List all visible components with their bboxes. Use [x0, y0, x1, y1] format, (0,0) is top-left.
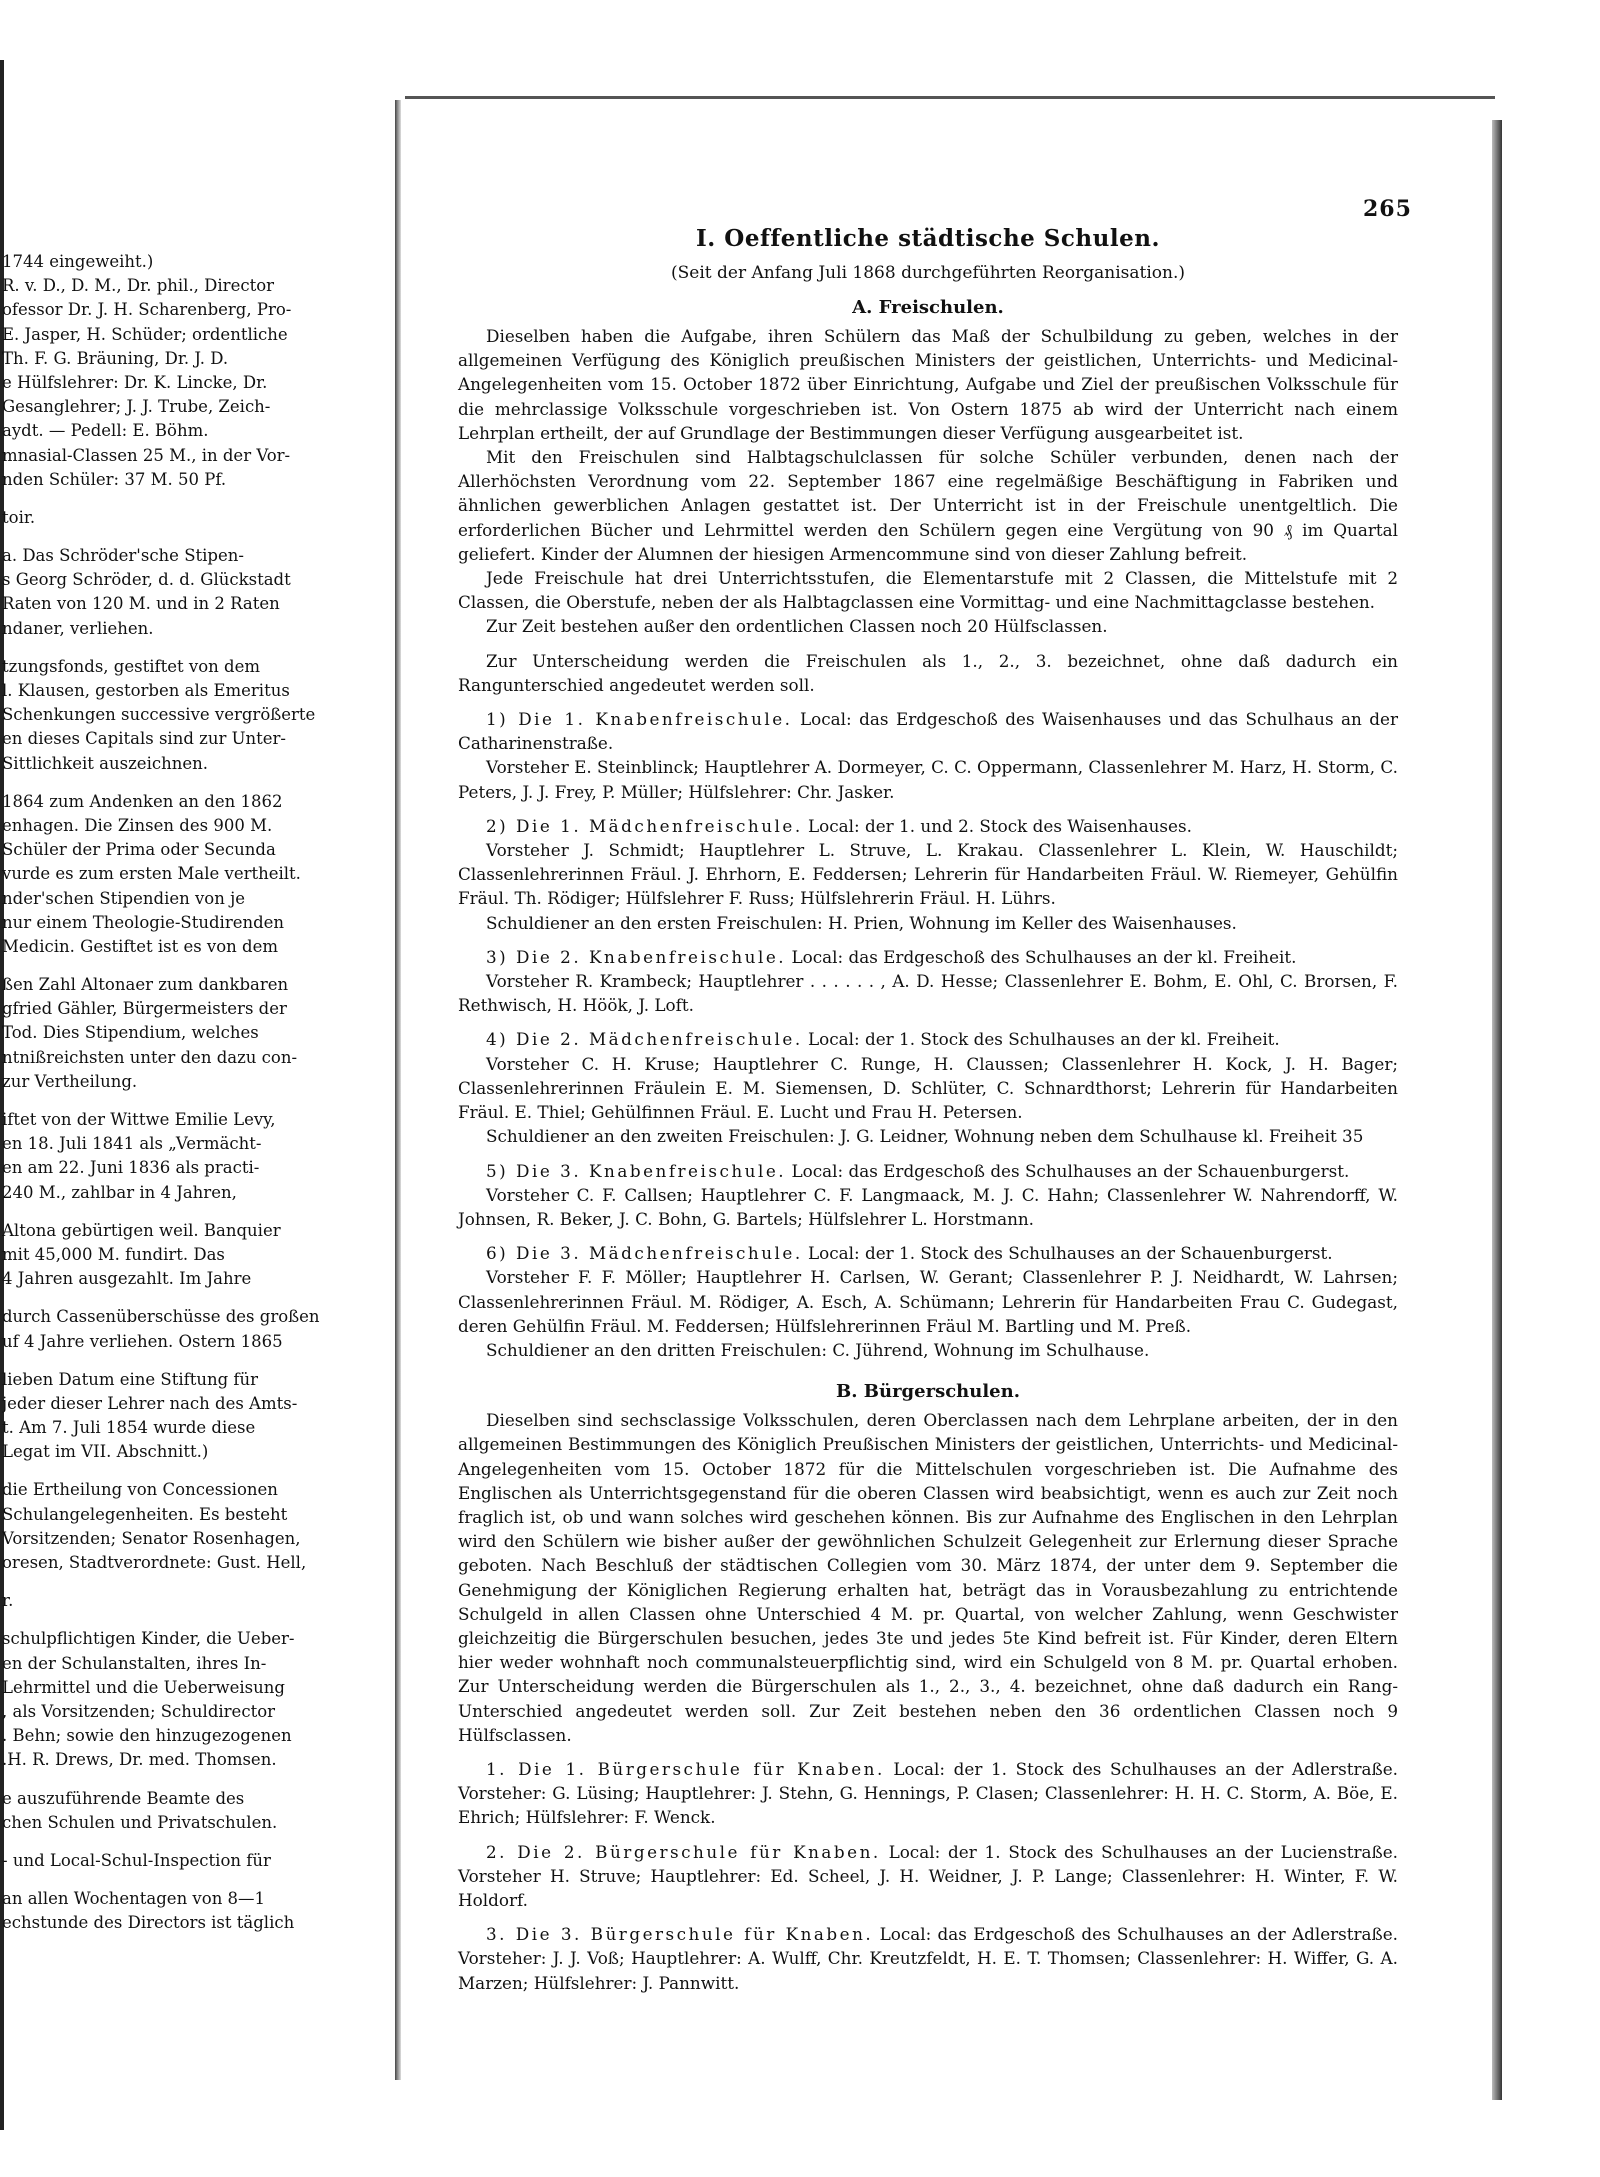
school-local: Local: der 1. und 2. Stock des Waisenhauses. [808, 815, 1192, 836]
line-gap [2, 1291, 380, 1305]
school-staff: Vorsteher E. Steinblinck; Hauptlehrer A. Dormeyer, C. C. Oppermann, Classenlehrer M. Harz, H. Storm, C. Peters, J. J. Frey, P. Müller; Hülfslehrer: Chr. Jasker. [458, 757, 1398, 802]
school-local: Local: das Erdgeschoß des Schulhauses an der Schauenburgerst. [791, 1160, 1350, 1181]
school-entry [458, 1922, 1398, 1995]
left-page-line: E. Jasper, H. Schüder; ordentliche [2, 324, 288, 344]
right-page-column [458, 222, 1398, 1995]
left-page-line: Altona gebürtigen weil. Banquier [2, 1220, 281, 1240]
left-page-line: Schüler der Prima oder Secunda [2, 840, 276, 860]
school-local: Local: der 1. Stock des Schulhauses an der kl. Freiheit. [808, 1029, 1280, 1050]
left-page-line: ndaner, verliehen. [2, 618, 154, 638]
left-page-line: , als Vorsitzenden; Schuldirector [2, 1701, 276, 1721]
left-page-line: e Hülfslehrer: Dr. K. Lincke, Dr. [2, 372, 268, 392]
left-page-line: a. Das Schröder'sche Stipen- [2, 546, 244, 566]
school-entry-heading: 3) Die 2. Knabenfreischule. [486, 946, 787, 967]
school-local: Local: das Erdgeschoß des Waisenhauses und das Schulhaus an der Catharinenstraße. [458, 709, 1399, 754]
school-entry [458, 1757, 1398, 1830]
school-staff: Vorsteher C. F. Callsen; Hauptlehrer C. F. Langmaack, M. J. C. Hahn; Classenlehrer W. Nahrendorff, W. Johnsen, R. Beker, J. C. Bohn, G. Bartels; Hülfslehrer L. Horstmann. [458, 1184, 1398, 1229]
school-caretaker: Schuldiener an den dritten Freischulen: C. Jührend, Wohnung im Schulhause. [486, 1339, 1150, 1360]
school-entry-local [458, 945, 1398, 969]
school-staff: Vorsteher C. H. Kruse; Hauptlehrer C. Runge, H. Claussen; Classenlehrer H. Kock, J. H. Bager; Classenlehrerinnen Fräulein E. M. Siemensen, D. Schlüter, C. Schnardthorst; Lehrerin für Handarbeiten Fräul. E. Thiel; Gehülfinnen Fräul. E. Lucht und Frau H. Petersen. [458, 1053, 1398, 1123]
left-page-line: gfried Gähler, Bürgermeisters der [2, 999, 287, 1019]
left-page-line: schulpflichtigen Kinder, die Ueber- [2, 1629, 295, 1649]
school-details: Local: der 1. Stock des Schulhauses an der Adlerstraße. Vorsteher: G. Lüsing; Hauptlehrer: J. Stehn, G. Hennings, P. Clasen; Classenlehrer: H. H. C. Storm, A. Böe, E. Ehrich; Hülfslehrer: F. Wenck. [458, 1758, 1398, 1828]
school-staff: Vorsteher J. Schmidt; Hauptlehrer L. Struve, L. Krakau. Classenlehrer L. Klein, W. Hauschildt; Classenlehrerinnen Fräul. J. Ehrhorn, E. Feddersen; Lehrerin für Handarbeiten Fräul. W. Riemeyer, Gehülfin Fräul. Th. Rödiger; Hülfslehrer F. Russ; Hülfslehrerin Fräul. H. Lührs. [458, 840, 1398, 909]
school-local: Local: der 1. Stock des Schulhauses an der Schauenburgerst. [808, 1243, 1333, 1264]
school-entry-local [458, 1027, 1398, 1051]
school-entry-heading: 2. Die 2. Bürgerschule für Knaben. [486, 1841, 881, 1862]
line-gap [2, 492, 380, 506]
left-page-line: nden Schüler: 37 M. 50 Pf. [2, 469, 227, 489]
school-entry-local [458, 1241, 1398, 1265]
school-staff: Vorsteher R. Krambeck; Hauptlehrer . . . . . . , A. D. Hesse; Classenlehrer E. Bohm, E. Ohl, C. Brorsen, F. Rethwisch, H. Höök, J. Loft. [458, 971, 1398, 1016]
left-page-line: echstunde des Directors ist täglich [2, 1913, 295, 1933]
left-page-line: aydt. — Pedell: E. Böhm. [2, 421, 209, 441]
left-page-line: e auszuführende Beamte des [2, 1788, 245, 1808]
paragraph: Mit den Freischulen sind Halbtagschulclassen für solche Schüler verbunden, denen nach der Allerhöchsten Verordnung vom 22. September 1867 eine regelmäßige Beschäftigung in Fabriken und ähnlichen gewerblichen Anlagen gestattet ist. Der Unterricht ist in der Freischule unentgeltlich. Die erforderlichen Bücher und Lehrmittel werden den Schülern gegen eine Vergütung von 90 ₰ im Quartal geliefert. Kinder der Alumnen der hiesigen Armencommune sind von dieser Zahlung befreit. [458, 447, 1398, 564]
paragraph: Zur Zeit bestehen außer den ordentlichen Classen noch 20 Hülfsclassen. [486, 616, 1108, 637]
paragraph: Jede Freischule hat drei Unterrichtsstufen, die Elementarstufe mit 2 Classen, die Mittelstufe mit 2 Classen, die Oberstufe, neben der als Halbtagclassen eine Vormittag- und eine Nachmittagclasse bestehen. [458, 568, 1398, 613]
left-page-line: die Ertheilung von Concessionen [2, 1480, 278, 1500]
left-page-line: mit 45,000 M. fundirt. Das [2, 1244, 225, 1264]
line-gap [2, 1873, 380, 1887]
left-page-line: uf 4 Jahre verliehen. Ostern 1865 [2, 1331, 283, 1351]
book-gutter [395, 100, 401, 2080]
left-page-line: s Georg Schröder, d. d. Glückstadt [2, 570, 291, 590]
school-entry [458, 1840, 1398, 1913]
page-top-edge [405, 96, 1495, 99]
school-details: Local: das Erdgeschoß des Schulhauses an der Adlerstraße. Vorsteher: J. J. Voß; Hauptlehrer: A. Wulff, Chr. Kreutzfeldt, H. E. T. Thomsen; Classenlehrer: H. Wiffer, G. A. Marzen; Hülfslehrer: J. Pannwitt. [458, 1924, 1398, 1993]
left-page-line: chen Schulen und Privatschulen. [2, 1812, 278, 1832]
left-page-line: enhagen. Die Zinsen des 900 M. [2, 815, 273, 835]
left-page-line: r. [2, 1591, 14, 1611]
paragraph: Dieselben haben die Aufgabe, ihren Schülern das Maß der Schulbildung zu geben, welches in der allgemeinen Verfügung des Königlich preußischen Ministers der geistlichen, Unterrichts- und Medicinal-Angelegenheiten vom 15. October 1872 über Einrichtung, Aufgabe und Ziel der preußischen Volksschule für die mehrclassige Volksschule vorgeschrieben ist. Von Ostern 1875 ab wird der Unterricht nach einem Lehrplan ertheilt, der auf Grundlage der Bestimmungen dieser Verfügung ausgearbeitet ist. [458, 326, 1398, 443]
line-gap [2, 1613, 380, 1627]
line-gap [2, 959, 380, 973]
left-page-line: . Behn; sowie den hinzugezogenen [2, 1726, 292, 1746]
section-heading-buergerschulen: B. Bürgerschulen. [836, 1381, 1020, 1403]
left-page-line: Th. F. G. Bräuning, Dr. J. D. [2, 348, 229, 368]
school-entry-heading: 1) Die 1. Knabenfreischule. [486, 709, 793, 730]
left-page-line: en 18. Juli 1841 als „Vermächt- [2, 1134, 262, 1154]
school-entry-heading: 5) Die 3. Knabenfreischule. [486, 1160, 787, 1181]
left-page-line: Tod. Dies Stipendium, welches [2, 1023, 259, 1043]
left-page-line: vurde es zum ersten Male vertheilt. [2, 864, 301, 884]
left-page-line: - und Local-Schul-Inspection für [2, 1850, 271, 1870]
left-page-line: jeder dieser Lehrer nach des Amts- [2, 1393, 298, 1413]
left-page-line: zur Vertheilung. [2, 1071, 138, 1091]
school-entry-heading: 2) Die 1. Mädchenfreischule. [486, 815, 803, 836]
line-gap [2, 776, 380, 790]
left-page-line: 4 Jahren ausgezahlt. Im Jahre [2, 1269, 252, 1289]
school-entry-heading: 1. Die 1. Bürgerschule für Knaben. [486, 1758, 885, 1779]
left-page-line: en am 22. Juni 1836 als practi- [2, 1158, 260, 1178]
line-gap [2, 1205, 380, 1219]
page-number: 265 [1363, 196, 1412, 222]
left-page-line: lieben Datum eine Stiftung für [2, 1369, 259, 1389]
school-staff: Vorsteher F. F. Möller; Hauptlehrer H. Carlsen, W. Gerant; Classenlehrer P. J. Neidhardt, W. Lahrsen; Classenlehrerinnen Fräul. M. Rödiger, A. Esch, A. Schümann; Lehrerin für Handarbeiten Frau C. Gudegast, deren Gehülfin Fräul. M. Feddersen; Hülfslehrerinnen Fräul M. Bartling und M. Preß. [458, 1267, 1398, 1336]
left-page-line: Sittlichkeit auszeichnen. [2, 753, 208, 773]
page-title: I. Oeffentliche städtische Schulen. [696, 225, 1160, 252]
left-page-line: Lehrmittel und die Ueberweisung [2, 1677, 285, 1697]
school-entry-local [458, 1159, 1398, 1183]
line-gap [2, 1464, 380, 1478]
school-entry-heading: 4) Die 2. Mädchenfreischule. [486, 1029, 803, 1050]
school-details: Local: der 1. Stock des Schulhauses an der Lucienstraße. Vorsteher H. Struve; Hauptlehrer: Ed. Scheel, J. H. Weidner, J. P. Lange; Classenlehrer: H. Winter, F. W. Holdorf. [458, 1841, 1398, 1910]
left-page-line: Vorsitzenden; Senator Rosenhagen, [2, 1528, 301, 1548]
left-page-line: 240 M., zahlbar in 4 Jahren, [2, 1182, 237, 1202]
line-gap [2, 1835, 380, 1849]
school-caretaker: Schuldiener an den zweiten Freischulen: J. G. Leidner, Wohnung neben dem Schulhause kl. Freiheit 35 [486, 1126, 1364, 1147]
left-page-line: durch Cassenüberschüsse des großen [2, 1307, 320, 1327]
left-page-line: mnasial-Classen 25 M., in der Vor- [2, 445, 291, 465]
left-page-line: tzungsfonds, gestiftet von dem [2, 656, 260, 676]
left-page-line: oresen, Stadtverordnete: Gust. Hell, [2, 1553, 307, 1572]
section-heading-freischulen: A. Freischulen. [852, 297, 1004, 318]
left-page-line: Medicin. Gestiftet ist es von dem [2, 936, 279, 956]
school-caretaker: Schuldiener an den ersten Freischulen: H. Prien, Wohnung im Keller des Waisenhauses. [486, 912, 1237, 933]
school-entry-heading: 6) Die 3. Mädchenfreischule. [486, 1243, 803, 1264]
line-gap [2, 641, 380, 655]
left-page-line: Legat im VII. Abschnitt.) [2, 1442, 209, 1462]
left-page-line: an allen Wochentagen von 8—1 [2, 1889, 266, 1909]
left-page-line: R. v. D., D. M., Dr. phil., Director [2, 276, 275, 296]
left-page-line: en dieses Capitals sind zur Unter- [2, 729, 286, 749]
line-gap [2, 1354, 380, 1368]
school-entry-heading: 3. Die 3. Bürgerschule für Knaben. [486, 1924, 874, 1945]
paragraph: Dieselben sind sechsclassige Volksschulen, deren Oberclassen nach dem Lehrplane arbeiten, der in den allgemeinen Bestimmungen des Königlich Preußischen Ministers der geistlichen, Unterrichts- und Medicinal-Angelegenheiten vom 15. October 1872 für die Mittelschulen vorgeschrieben ist. Die Aufnahme des Englischen als Unterrichtsgegenstand für die oberen Classen wird beabsichtigt, wenn es auch zur Zeit noch fraglich ist, ob und wann solches wird geschehen können. Bis zur Aufnahme des Englischen in den Lehrplan wird den Schülern wie bisher außer der gewöhnlichen Schulzeit Gelegenheit zur Erlernung dieser Sprache geboten. Nach Beschluß der städtischen Collegien vom 30. März 1874, der unter dem 9. September die Genehmigung der Königlichen Regierung erhalten hat, beträgt das in Vorausbezahlung zu entrichtende Schulgeld in allen Classen ohne Unterschied 4 M. pr. Quartal, von welcher Zahlung, wenn Geschwister gleichzeitig die Bürgerschulen besuchen, jedes 3te und jedes 5te Kind befreit ist. Für Kinder, deren Eltern hier weder wohnhaft noch communalsteuerpflichtig sind, wird ein Schulgeld von 8 M. pr. Quartal erhoben. Zur Unterscheidung werden die Bürgerschulen als 1., 2., 3., 4. bezeichnet, ohne daß dadurch ein Rang-Unterschied angedeutet werden soll. Zur Zeit bestehen neben den 36 ordentlichen Classen noch 9 Hülfsclassen. [458, 1410, 1398, 1745]
left-page-line: nder'schen Stipendien von je [2, 888, 245, 908]
left-page-line: ofessor Dr. J. H. Scharenberg, Pro- [2, 300, 292, 320]
left-page-line: iftet von der Wittwe Emilie Levy, [2, 1110, 276, 1129]
paragraph: Zur Unterscheidung werden die Freischulen als 1., 2., 3. bezeichnet, ohne daß dadurch ein Rangunterschied angedeutet werden soll. [458, 650, 1398, 695]
left-page-column [2, 250, 380, 1935]
left-page-line: toir. [2, 507, 36, 527]
left-page-line: l. Klausen, gestorben als Emeritus [2, 681, 290, 700]
school-entry-local [458, 707, 1398, 755]
left-page-line: ßen Zahl Altonaer zum dankbaren [2, 975, 289, 995]
left-page-line: ntnißreichsten unter den dazu con- [2, 1047, 298, 1067]
left-page-line: en der Schulanstalten, ihres In- [2, 1653, 267, 1673]
line-gap [2, 1773, 380, 1787]
left-page-line: .H. R. Drews, Dr. med. Thomsen. [2, 1750, 277, 1770]
page-subtitle: (Seit der Anfang Juli 1868 durchgeführten Reorganisation.) [671, 263, 1185, 283]
page-edge-right [1492, 120, 1502, 2100]
school-local: Local: das Erdgeschoß des Schulhauses an der kl. Freiheit. [791, 946, 1297, 967]
line-gap [2, 1575, 380, 1589]
school-entry-local [458, 814, 1398, 838]
line-gap [2, 1094, 380, 1108]
left-page-line: Raten von 120 M. und in 2 Raten [2, 594, 280, 614]
line-gap [2, 530, 380, 544]
left-page-line: 1744 eingeweiht.) [2, 252, 154, 271]
left-page-line: 1864 zum Andenken an den 1862 [2, 791, 283, 811]
left-page-line: Schulangelegenheiten. Es besteht [2, 1504, 288, 1524]
left-page-line: Schenkungen successive vergrößerte [2, 705, 316, 725]
left-page-line: Gesanglehrer; J. J. Trube, Zeich- [2, 397, 271, 417]
left-page-line: nur einem Theologie-Studirenden [2, 912, 285, 932]
left-page-line: t. Am 7. Juli 1854 wurde diese [2, 1418, 256, 1438]
